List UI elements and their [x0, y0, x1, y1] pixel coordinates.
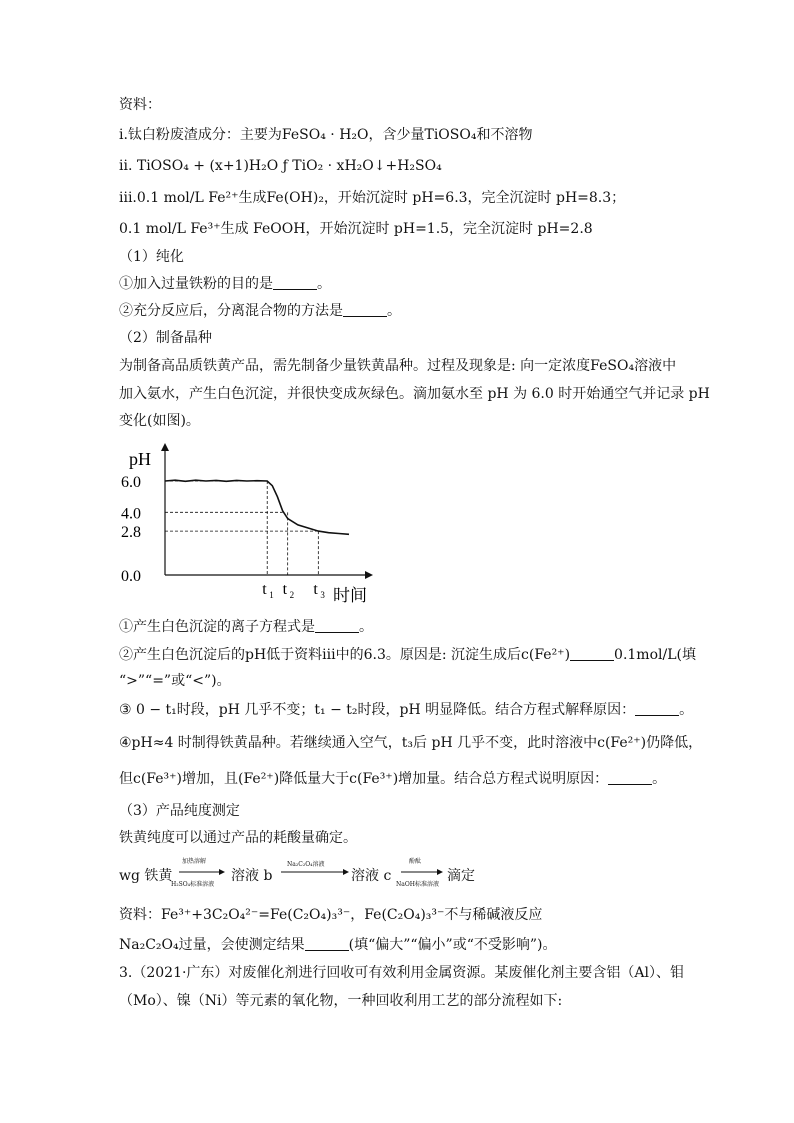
y-axis-label: pH	[129, 449, 151, 469]
y-tick-label: 4.0	[121, 505, 141, 523]
series-line-0	[165, 480, 349, 534]
answer-blank	[315, 620, 359, 633]
section-3-text: 铁黄纯度可以通过产品的耗酸量确定。	[119, 830, 357, 846]
x-tick-label: t	[282, 581, 288, 598]
flow-solution-b: 溶液 b	[231, 868, 273, 884]
arrow1-top-label: 加热溶解	[182, 858, 207, 865]
y-tick-label: 2.8	[121, 524, 141, 542]
question-2-4: ④pH≈4 时制得铁黄晶种。若继续通入空气，t₃后 pH 几乎不变，此时溶液中c(Fe²⁺)仍降低，	[119, 735, 703, 751]
x-tick-label: t	[262, 581, 267, 598]
section-1-title: （1）纯化	[119, 249, 184, 265]
paragraph-line-3: 变化(如图)。	[119, 413, 200, 429]
x-tick-label: t	[313, 581, 318, 598]
question-1-2: ②充分反应后，分离混合物的方法是 。	[119, 303, 401, 319]
question-1-1: ①加入过量铁粉的目的是 。	[119, 276, 331, 292]
arrow3-bottom-label: NaOH标准溶液	[396, 881, 439, 888]
x-axis-arrow	[365, 571, 373, 579]
material-i: i.钛白粉废渣成分：主要为FeSO₄ · H₂O，含少量TiOSO₄和不溶物	[119, 127, 533, 143]
y-tick-label: 0.0	[121, 568, 141, 585]
flow-end: 滴定	[447, 868, 475, 884]
x-tick-subscript: 3	[320, 590, 325, 600]
material-iii-b: 0.1 mol/L Fe³⁺生成 FeOOH，开始沉淀时 pH=1.5，完全沉淀时 pH=2.8	[119, 221, 593, 237]
reference-material: 资料：Fe³⁺+3C₂O₄²⁻=Fe(C₂O₄)₃³⁻，Fe(C₂O₄)₃³⁻不与稀碱液反应	[119, 907, 543, 923]
answer-blank	[273, 277, 317, 290]
reference-question: Na₂C₂O₄过量，会使测定结果 (填“偏大”“偏小”或“不受影响”)。	[119, 937, 557, 953]
paragraph-line-2: 加入氨水，产生白色沉淀，并很快变成灰绿色。滴加氨水至 pH 为 6.0 时开始通空气并记录 pH	[119, 386, 710, 402]
problem-3-line-1: 3.（2021·广东）对废催化剂进行回收可有效利用金属资源。某废催化剂主要含铝（Al）、钼	[119, 965, 685, 981]
materials-heading: 资料：	[119, 97, 161, 113]
paragraph-line-1: 为制备高品质铁黄产品，需先制备少量铁黄晶种。过程及现象是: 向一定浓度FeSO₄溶液中	[119, 358, 677, 374]
flow-solution-c: 溶液 c	[351, 868, 392, 884]
y-tick-label: 6.0	[121, 474, 141, 491]
x-tick-subscript: 1	[269, 590, 274, 600]
question-2-4-b: 但c(Fe³⁺)增加，且(Fe²⁺)降低量大于c(Fe³⁺)增加量。结合总方程式说明原因： 。	[119, 771, 667, 787]
arrow1-bottom-label: H₂SO₄标准溶液	[171, 881, 215, 888]
section-2-title: （2）制备晶种	[119, 330, 212, 346]
problem-3-line-2: （Mo）、镍（Ni）等元素的氧化物，一种回收利用工艺的部分流程如下:	[119, 993, 563, 1009]
arrow3-top-label: 酚酞	[409, 858, 422, 865]
arrow-2	[279, 868, 351, 876]
arrow2-top-label: Na₂C₂O₄溶液	[287, 861, 325, 868]
question-2-2-options: “>”“=”或“<”)。	[119, 673, 231, 689]
question-2-1: ①产生白色沉淀的离子方程式是 。	[119, 619, 373, 635]
answer-blank	[570, 648, 614, 661]
ph-time-chart	[119, 443, 379, 608]
material-ii: ii. TiOSO₄ + (x+1)H₂O ƒ TiO₂ · xH₂O↓+H₂SO₄	[119, 158, 442, 174]
answer-blank	[343, 304, 387, 317]
answer-blank	[635, 703, 679, 716]
question-2-3: ③ 0 − t₁时段，pH 几乎不变；t₁ − t₂时段，pH 明显降低。结合方程式解释原因： 。	[119, 702, 694, 718]
answer-blank	[305, 938, 349, 951]
arrow-1	[177, 868, 227, 876]
flow-start: wg 铁黄	[119, 868, 173, 884]
y-axis-arrow	[161, 443, 169, 451]
titration-flow	[119, 856, 479, 888]
answer-blank	[608, 772, 652, 785]
arrow-3	[399, 868, 445, 876]
section-3-title: （3）产品纯度测定	[119, 803, 240, 819]
question-2-2: ②产生白色沉淀后的pH低于资料iii中的6.3。原因是: 沉淀生成后c(Fe²⁺) 0.1mol/L(填	[119, 647, 696, 663]
x-axis-label: 时间	[333, 586, 367, 605]
material-iii: iii.0.1 mol/L Fe²⁺生成Fe(OH)₂，开始沉淀时 pH=6.3，完全沉淀时 pH=8.3；	[119, 190, 626, 206]
x-tick-subscript: 2	[289, 590, 295, 600]
